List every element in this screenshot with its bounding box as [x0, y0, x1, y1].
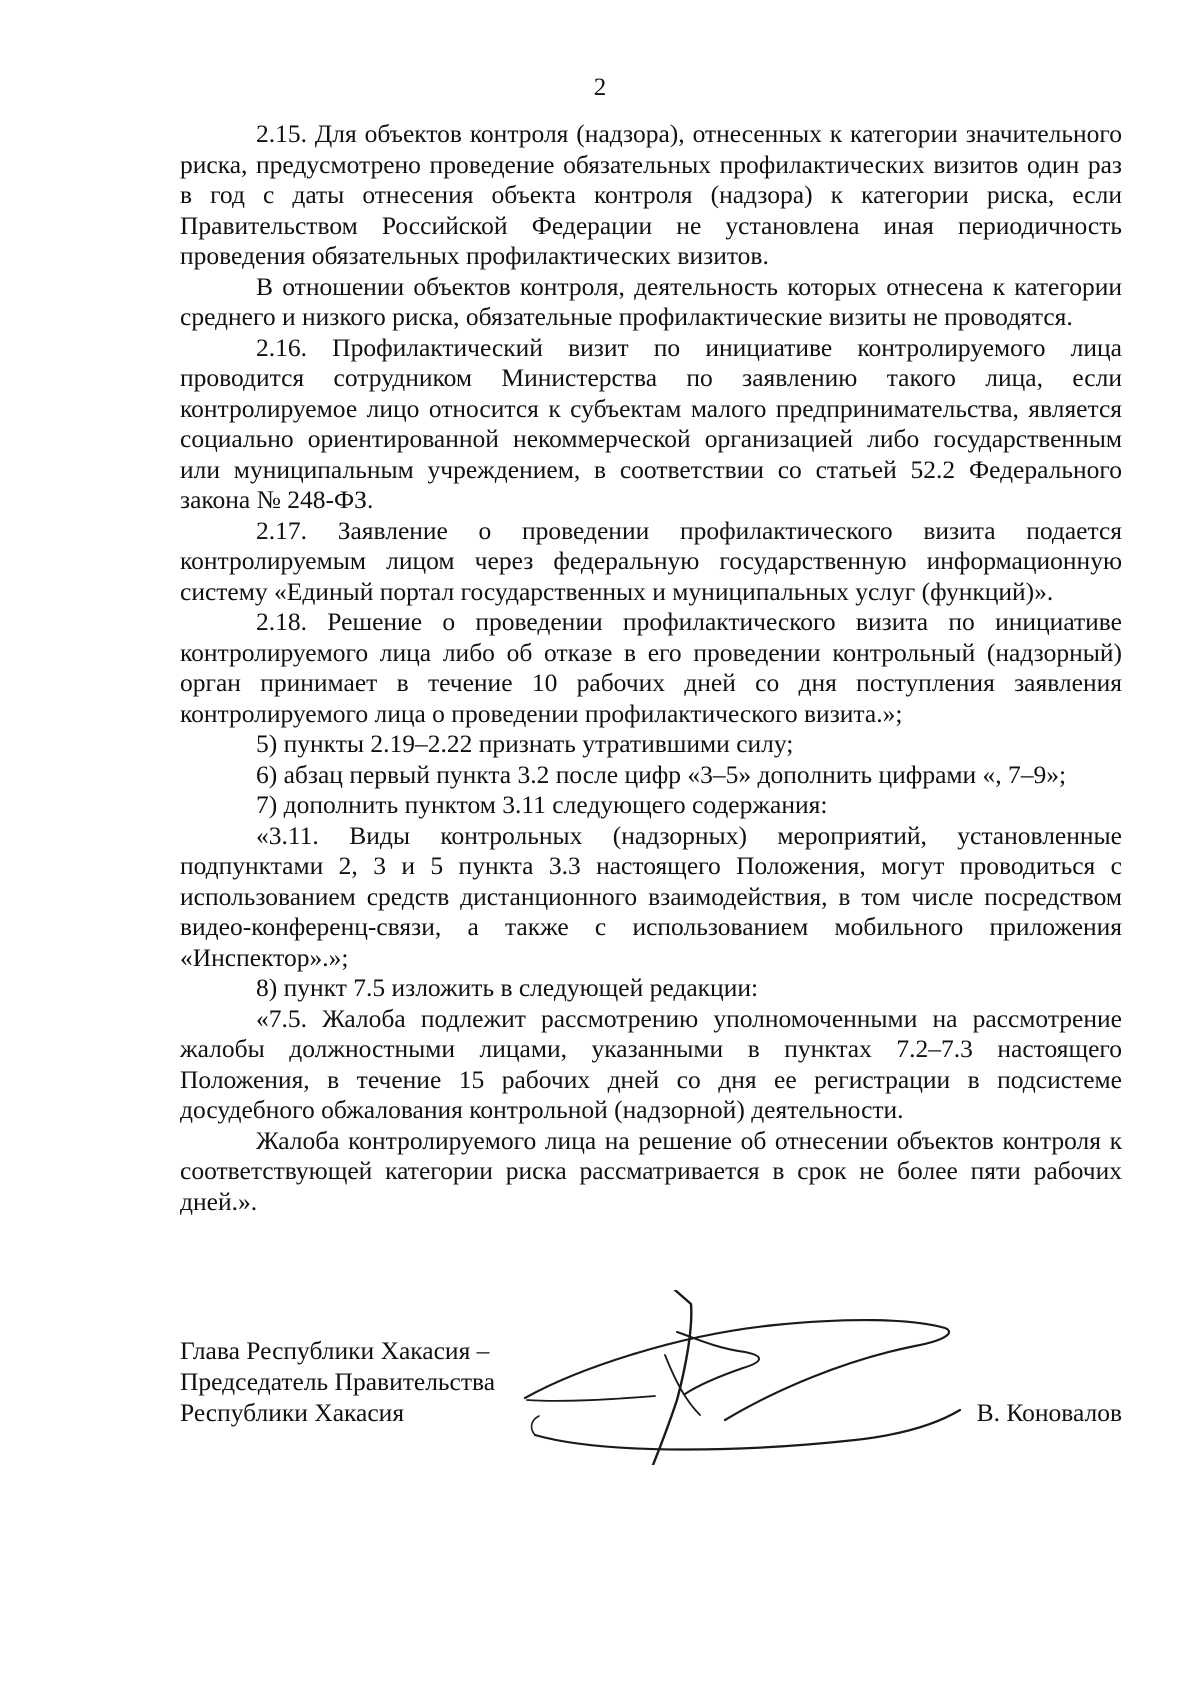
amendment-item-5: 5) пункты 2.19–2.22 признать утратившими силу; — [256, 729, 794, 758]
signer-title-line: Республики Хакасия — [180, 1398, 405, 1427]
amendment-item-6: 6) абзац первый пункта 3.2 после цифр «3–5» дополнить цифрами «, 7–9»; — [256, 759, 1067, 789]
signer-title-line: Председатель Правительства — [180, 1367, 496, 1396]
paragraph-3-11: «3.11. Виды контрольных (надзорных) мероприятий, установленные подпунктами 2, 3 и 5 пункта 3.3 настоящего Положения, могут проводиться с использованием средств дистанционного взаимодействия, в том числе посредством видео-конференц-связи, а также с использованием мобильного приложения «Инспектор».»; — [180, 820, 1122, 972]
page-number: 2 — [593, 74, 607, 101]
paragraph-2-16: 2.16. Профилактический визит по инициативе контролируемого лица проводится сотрудником Министерства по заявлению такого лица, если контролируемое лицо относится к субъектам малого предпринимательства, является социально ориентированной некоммерческой организацией либо государственным или муниципальным учреждением, в соответствии со статьей 52.2 Федерального закона № 248-ФЗ. — [180, 332, 1122, 514]
document-body — [180, 119, 1122, 1217]
paragraph-risk-categories: В отношении объектов контроля, деятельность которых отнесена к категории среднего и низкого риска, обязательные профилактические визиты не проводятся. — [180, 271, 1122, 331]
signer-title — [180, 1335, 495, 1428]
paragraph-2-18: 2.18. Решение о проведении профилактического визита по инициативе контролируемого лица либо об отказе в его проведении контрольный (надзорный) орган принимает в течение 10 рабочих дней со дня поступления заявления контролируемого лица о проведении профилактического визита.»; — [180, 607, 1122, 728]
paragraph-7-5: «7.5. Жалоба подлежит рассмотрению уполномоченными на рассмотрение жалобы должностными лицами, указанными в пунктах 7.2–7.3 настоящего Положения, в течение 15 рабочих дней со дня ее регистрации в подсистеме досудебного обжалования контрольной (надзорной) деятельности. — [180, 1003, 1122, 1124]
amendment-item-8: 8) пункт 7.5 изложить в следующей редакции: — [256, 973, 759, 1002]
paragraph-2-15: 2.15. Для объектов контроля (надзора), отнесенных к категории значительного риска, предусмотрено проведение обязательных профилактических визитов один раз в год с даты отнесения объекта контроля (надзора) к категории риска, если Правительством Российской Федерации не установлена иная периодичность проведения обязательных профилактических визитов. — [180, 119, 1122, 270]
signer-title-line: Глава Республики Хакасия – — [180, 1336, 490, 1365]
signer-name: В. Коновалов — [976, 1398, 1122, 1427]
amendment-item-7: 7) дополнить пунктом 3.11 следующего содержания: — [256, 790, 828, 819]
paragraph-2-17: 2.17. Заявление о проведении профилактического визита подается контролируемым лицом через федеральную государственную информационную систему «Единый портал государственных и муниципальных услуг (функций)». — [180, 515, 1122, 606]
handwritten-signature — [515, 1290, 965, 1465]
paragraph-complaint-term: Жалоба контролируемого лица на решение об отнесении объектов контроля к соответствующей категории риска рассматривается в срок не более пяти рабочих дней.». — [180, 1125, 1122, 1216]
